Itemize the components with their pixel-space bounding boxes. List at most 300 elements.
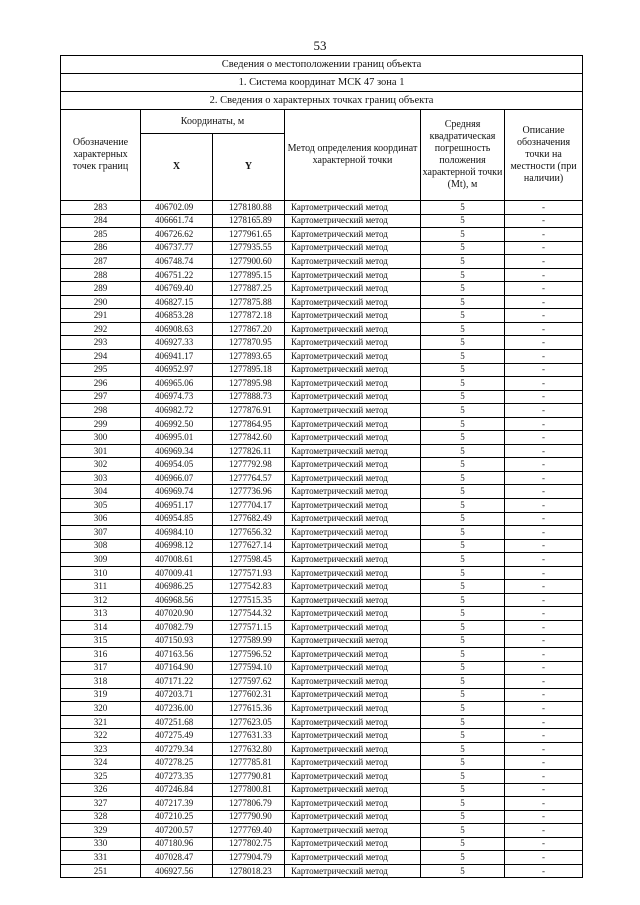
cell-x: 406827.15 (141, 295, 213, 309)
header-error: Средняя квадратическая погрешность положения характерной точки (Mt), м (421, 110, 505, 201)
cell-point: 314 (61, 620, 141, 634)
cell-point: 325 (61, 769, 141, 783)
cell-description: - (505, 702, 583, 716)
cell-y: 1277887.25 (213, 282, 285, 296)
table-row (61, 201, 583, 215)
cell-point: 308 (61, 539, 141, 553)
cell-x: 407246.84 (141, 783, 213, 797)
cell-method: Картометрический метод (285, 648, 421, 662)
table-row (61, 607, 583, 621)
table-row (61, 431, 583, 445)
cell-description: - (505, 512, 583, 526)
cell-x: 407273.35 (141, 769, 213, 783)
table-row (61, 485, 583, 499)
cell-method: Картометрический метод (285, 431, 421, 445)
table-row (61, 851, 583, 865)
cell-point: 300 (61, 431, 141, 445)
cell-x: 406941.17 (141, 350, 213, 364)
cell-method: Картометрический метод (285, 268, 421, 282)
cell-error: 5 (421, 241, 505, 255)
cell-error: 5 (421, 295, 505, 309)
cell-point: 331 (61, 851, 141, 865)
cell-y: 1277764.57 (213, 471, 285, 485)
table-row (61, 363, 583, 377)
title-main: Сведения о местоположении границ объекта (61, 56, 583, 74)
page-number: 53 (313, 38, 327, 53)
cell-description: - (505, 634, 583, 648)
cell-y: 1277544.32 (213, 607, 285, 621)
cell-y: 1277597.62 (213, 675, 285, 689)
cell-x: 406995.01 (141, 431, 213, 445)
cell-y: 1278180.88 (213, 201, 285, 215)
cell-y: 1277571.93 (213, 566, 285, 580)
cell-point: 310 (61, 566, 141, 580)
cell-method: Картометрический метод (285, 675, 421, 689)
cell-x: 406853.28 (141, 309, 213, 323)
table-row (61, 499, 583, 513)
cell-description: - (505, 431, 583, 445)
cell-x: 407164.90 (141, 661, 213, 675)
cell-error: 5 (421, 512, 505, 526)
cell-y: 1277895.18 (213, 363, 285, 377)
cell-point: 311 (61, 580, 141, 594)
cell-point: 294 (61, 350, 141, 364)
table-row (61, 404, 583, 418)
table-row (61, 620, 583, 634)
cell-point: 321 (61, 715, 141, 729)
cell-method: Картометрический метод (285, 485, 421, 499)
cell-point: 317 (61, 661, 141, 675)
cell-point: 304 (61, 485, 141, 499)
cell-x: 406965.06 (141, 377, 213, 391)
cell-error: 5 (421, 824, 505, 838)
cell-description: - (505, 309, 583, 323)
table-row (61, 661, 583, 675)
cell-x: 406751.22 (141, 268, 213, 282)
cell-description: - (505, 417, 583, 431)
table-row (61, 648, 583, 662)
cell-y: 1277864.95 (213, 417, 285, 431)
cell-point: 324 (61, 756, 141, 770)
cell-error: 5 (421, 201, 505, 215)
cell-error: 5 (421, 539, 505, 553)
cell-error: 5 (421, 322, 505, 336)
cell-y: 1277867.20 (213, 322, 285, 336)
table-row (61, 553, 583, 567)
cell-error: 5 (421, 634, 505, 648)
cell-method: Картометрический метод (285, 810, 421, 824)
cell-error: 5 (421, 648, 505, 662)
header-point: Обозначение характерных точек границ (61, 110, 141, 201)
cell-y: 1277870.95 (213, 336, 285, 350)
cell-description: - (505, 458, 583, 472)
cell-y: 1277589.99 (213, 634, 285, 648)
cell-x: 406992.50 (141, 417, 213, 431)
cell-point: 328 (61, 810, 141, 824)
cell-description: - (505, 539, 583, 553)
header-description: Описание обозначения точки на местности (при наличии) (505, 110, 583, 201)
cell-error: 5 (421, 404, 505, 418)
cell-point: 306 (61, 512, 141, 526)
cell-point: 299 (61, 417, 141, 431)
cell-method: Картометрический метод (285, 553, 421, 567)
cell-description: - (505, 553, 583, 567)
table-row (61, 810, 583, 824)
cell-description: - (505, 661, 583, 675)
cell-x: 407180.96 (141, 837, 213, 851)
cell-y: 1277842.60 (213, 431, 285, 445)
cell-method: Картометрический метод (285, 322, 421, 336)
cell-description: - (505, 688, 583, 702)
cell-description: - (505, 864, 583, 878)
cell-method: Картометрический метод (285, 837, 421, 851)
cell-y: 1277602.31 (213, 688, 285, 702)
cell-error: 5 (421, 593, 505, 607)
cell-method: Картометрический метод (285, 539, 421, 553)
table-row (61, 282, 583, 296)
cell-method: Картометрический метод (285, 404, 421, 418)
cell-x: 406908.63 (141, 322, 213, 336)
cell-y: 1277876.91 (213, 404, 285, 418)
cell-error: 5 (421, 851, 505, 865)
table-row (61, 336, 583, 350)
cell-y: 1277893.65 (213, 350, 285, 364)
cell-description: - (505, 729, 583, 743)
cell-point: 296 (61, 377, 141, 391)
cell-error: 5 (421, 228, 505, 242)
cell-description: - (505, 715, 583, 729)
cell-method: Картометрический метод (285, 282, 421, 296)
cell-description: - (505, 783, 583, 797)
cell-point: 316 (61, 648, 141, 662)
table-row (61, 688, 583, 702)
title-coordinate-system: 1. Система координат МСК 47 зона 1 (61, 74, 583, 92)
table-row (61, 797, 583, 811)
cell-x: 406982.72 (141, 404, 213, 418)
cell-description: - (505, 350, 583, 364)
table-row (61, 593, 583, 607)
cell-error: 5 (421, 661, 505, 675)
table-row (61, 837, 583, 851)
cell-point: 289 (61, 282, 141, 296)
cell-y: 1277736.96 (213, 485, 285, 499)
cell-method: Картометрический метод (285, 228, 421, 242)
cell-point: 313 (61, 607, 141, 621)
cell-point: 307 (61, 526, 141, 540)
table-row (61, 444, 583, 458)
cell-x: 407008.61 (141, 553, 213, 567)
cell-x: 407279.34 (141, 742, 213, 756)
cell-point: 330 (61, 837, 141, 851)
cell-error: 5 (421, 309, 505, 323)
cell-point: 326 (61, 783, 141, 797)
cell-x: 406984.10 (141, 526, 213, 540)
cell-point: 322 (61, 729, 141, 743)
cell-x: 406927.56 (141, 864, 213, 878)
cell-y: 1277802.75 (213, 837, 285, 851)
table-row (61, 729, 583, 743)
cell-error: 5 (421, 553, 505, 567)
cell-error: 5 (421, 702, 505, 716)
cell-y: 1277632.80 (213, 742, 285, 756)
cell-method: Картометрический метод (285, 417, 421, 431)
cell-description: - (505, 201, 583, 215)
cell-description: - (505, 485, 583, 499)
cell-error: 5 (421, 485, 505, 499)
cell-y: 1277598.45 (213, 553, 285, 567)
cell-error: 5 (421, 783, 505, 797)
cell-description: - (505, 769, 583, 783)
cell-method: Картометрический метод (285, 593, 421, 607)
cell-x: 406969.34 (141, 444, 213, 458)
cell-error: 5 (421, 282, 505, 296)
cell-description: - (505, 593, 583, 607)
cell-point: 293 (61, 336, 141, 350)
cell-method: Картометрический метод (285, 729, 421, 743)
cell-method: Картометрический метод (285, 201, 421, 215)
cell-description: - (505, 363, 583, 377)
cell-x: 407028.47 (141, 851, 213, 865)
cell-x: 407251.68 (141, 715, 213, 729)
table-row (61, 295, 583, 309)
cell-method: Картометрический метод (285, 499, 421, 513)
cell-point: 318 (61, 675, 141, 689)
cell-x: 407200.57 (141, 824, 213, 838)
header-coordinates: Координаты, м (141, 110, 285, 134)
cell-x: 406737.77 (141, 241, 213, 255)
cell-error: 5 (421, 458, 505, 472)
cell-description: - (505, 214, 583, 228)
table-row (61, 526, 583, 540)
cell-method: Картометрический метод (285, 255, 421, 269)
cell-y: 1278165.89 (213, 214, 285, 228)
cell-error: 5 (421, 675, 505, 689)
cell-point: 295 (61, 363, 141, 377)
cell-method: Картометрический метод (285, 377, 421, 391)
cell-error: 5 (421, 255, 505, 269)
cell-y: 1277888.73 (213, 390, 285, 404)
cell-point: 288 (61, 268, 141, 282)
table-row (61, 566, 583, 580)
cell-method: Картометрический метод (285, 390, 421, 404)
cell-y: 1277872.18 (213, 309, 285, 323)
cell-description: - (505, 620, 583, 634)
cell-error: 5 (421, 756, 505, 770)
cell-point: 319 (61, 688, 141, 702)
cell-y: 1278018.23 (213, 864, 285, 878)
cell-y: 1277900.60 (213, 255, 285, 269)
cell-description: - (505, 607, 583, 621)
cell-x: 406702.09 (141, 201, 213, 215)
cell-method: Картометрический метод (285, 797, 421, 811)
cell-error: 5 (421, 363, 505, 377)
cell-point: 305 (61, 499, 141, 513)
cell-description: - (505, 810, 583, 824)
cell-x: 406986.25 (141, 580, 213, 594)
cell-method: Картометрический метод (285, 634, 421, 648)
table-row (61, 742, 583, 756)
cell-description: - (505, 566, 583, 580)
cell-x: 406726.62 (141, 228, 213, 242)
cell-method: Картометрический метод (285, 363, 421, 377)
cell-point: 290 (61, 295, 141, 309)
table-row (61, 390, 583, 404)
cell-description: - (505, 255, 583, 269)
table-row (61, 715, 583, 729)
table-row (61, 580, 583, 594)
cell-y: 1277623.05 (213, 715, 285, 729)
cell-x: 407275.49 (141, 729, 213, 743)
cell-method: Картометрический метод (285, 715, 421, 729)
cell-y: 1277961.65 (213, 228, 285, 242)
cell-method: Картометрический метод (285, 688, 421, 702)
cell-y: 1277895.15 (213, 268, 285, 282)
cell-x: 406954.05 (141, 458, 213, 472)
cell-point: 287 (61, 255, 141, 269)
cell-error: 5 (421, 837, 505, 851)
table-row (61, 255, 583, 269)
cell-point: 298 (61, 404, 141, 418)
cell-error: 5 (421, 268, 505, 282)
cell-method: Картометрический метод (285, 350, 421, 364)
cell-x: 406968.56 (141, 593, 213, 607)
cell-y: 1277571.15 (213, 620, 285, 634)
table-row (61, 512, 583, 526)
table-row (61, 377, 583, 391)
cell-point: 323 (61, 742, 141, 756)
cell-y: 1277542.83 (213, 580, 285, 594)
cell-x: 406974.73 (141, 390, 213, 404)
table-row (61, 539, 583, 553)
cell-point: 292 (61, 322, 141, 336)
cell-y: 1277935.55 (213, 241, 285, 255)
cell-y: 1277806.79 (213, 797, 285, 811)
cell-point: 312 (61, 593, 141, 607)
cell-y: 1277656.32 (213, 526, 285, 540)
cell-error: 5 (421, 688, 505, 702)
cell-x: 407150.93 (141, 634, 213, 648)
cell-error: 5 (421, 350, 505, 364)
cell-description: - (505, 756, 583, 770)
cell-method: Картометрический метод (285, 309, 421, 323)
table-row (61, 214, 583, 228)
cell-description: - (505, 499, 583, 513)
title-section: 2. Сведения о характерных точках границ объекта (61, 92, 583, 110)
cell-description: - (505, 404, 583, 418)
cell-error: 5 (421, 769, 505, 783)
cell-point: 284 (61, 214, 141, 228)
cell-x: 406748.74 (141, 255, 213, 269)
cell-method: Картометрический метод (285, 336, 421, 350)
cell-method: Картометрический метод (285, 607, 421, 621)
cell-point: 285 (61, 228, 141, 242)
cell-x: 406954.85 (141, 512, 213, 526)
cell-error: 5 (421, 526, 505, 540)
cell-error: 5 (421, 566, 505, 580)
table-row (61, 417, 583, 431)
table-row (61, 471, 583, 485)
cell-error: 5 (421, 214, 505, 228)
header-y: Y (213, 134, 285, 201)
cell-description: - (505, 390, 583, 404)
boundary-document (60, 55, 582, 878)
cell-point: 302 (61, 458, 141, 472)
cell-y: 1277594.10 (213, 661, 285, 675)
cell-error: 5 (421, 444, 505, 458)
cell-y: 1277895.98 (213, 377, 285, 391)
cell-y: 1277769.40 (213, 824, 285, 838)
cell-point: 327 (61, 797, 141, 811)
cell-x: 406998.12 (141, 539, 213, 553)
cell-description: - (505, 824, 583, 838)
cell-y: 1277682.49 (213, 512, 285, 526)
cell-error: 5 (421, 742, 505, 756)
table-row (61, 824, 583, 838)
cell-description: - (505, 268, 583, 282)
coordinates-table (60, 55, 583, 878)
table-row (61, 268, 583, 282)
table-row (61, 783, 583, 797)
cell-y: 1277515.35 (213, 593, 285, 607)
cell-description: - (505, 851, 583, 865)
cell-error: 5 (421, 377, 505, 391)
cell-method: Картометрический метод (285, 214, 421, 228)
cell-description: - (505, 471, 583, 485)
cell-method: Картометрический метод (285, 864, 421, 878)
cell-y: 1277875.88 (213, 295, 285, 309)
cell-y: 1277704.17 (213, 499, 285, 513)
cell-x: 407009.41 (141, 566, 213, 580)
cell-point: 329 (61, 824, 141, 838)
table-row (61, 756, 583, 770)
cell-method: Картометрический метод (285, 512, 421, 526)
cell-description: - (505, 675, 583, 689)
cell-description: - (505, 322, 583, 336)
table-row (61, 228, 583, 242)
cell-y: 1277826.11 (213, 444, 285, 458)
cell-x: 406969.74 (141, 485, 213, 499)
cell-y: 1277615.36 (213, 702, 285, 716)
table-row (61, 769, 583, 783)
table-row (61, 702, 583, 716)
cell-x: 407236.00 (141, 702, 213, 716)
cell-error: 5 (421, 620, 505, 634)
cell-description: - (505, 648, 583, 662)
cell-method: Картометрический метод (285, 566, 421, 580)
cell-x: 407171.22 (141, 675, 213, 689)
cell-y: 1277904.79 (213, 851, 285, 865)
cell-description: - (505, 241, 583, 255)
cell-x: 407163.56 (141, 648, 213, 662)
cell-error: 5 (421, 499, 505, 513)
table-row (61, 309, 583, 323)
table-body (61, 201, 583, 878)
cell-method: Картометрический метод (285, 702, 421, 716)
cell-method: Картометрический метод (285, 742, 421, 756)
cell-method: Картометрический метод (285, 783, 421, 797)
cell-x: 407278.25 (141, 756, 213, 770)
header-x: X (141, 134, 213, 201)
cell-y: 1277790.90 (213, 810, 285, 824)
cell-description: - (505, 228, 583, 242)
cell-method: Картометрический метод (285, 526, 421, 540)
cell-method: Картометрический метод (285, 769, 421, 783)
cell-y: 1277631.33 (213, 729, 285, 743)
cell-method: Картометрический метод (285, 620, 421, 634)
cell-x: 407082.79 (141, 620, 213, 634)
cell-description: - (505, 837, 583, 851)
cell-method: Картометрический метод (285, 756, 421, 770)
